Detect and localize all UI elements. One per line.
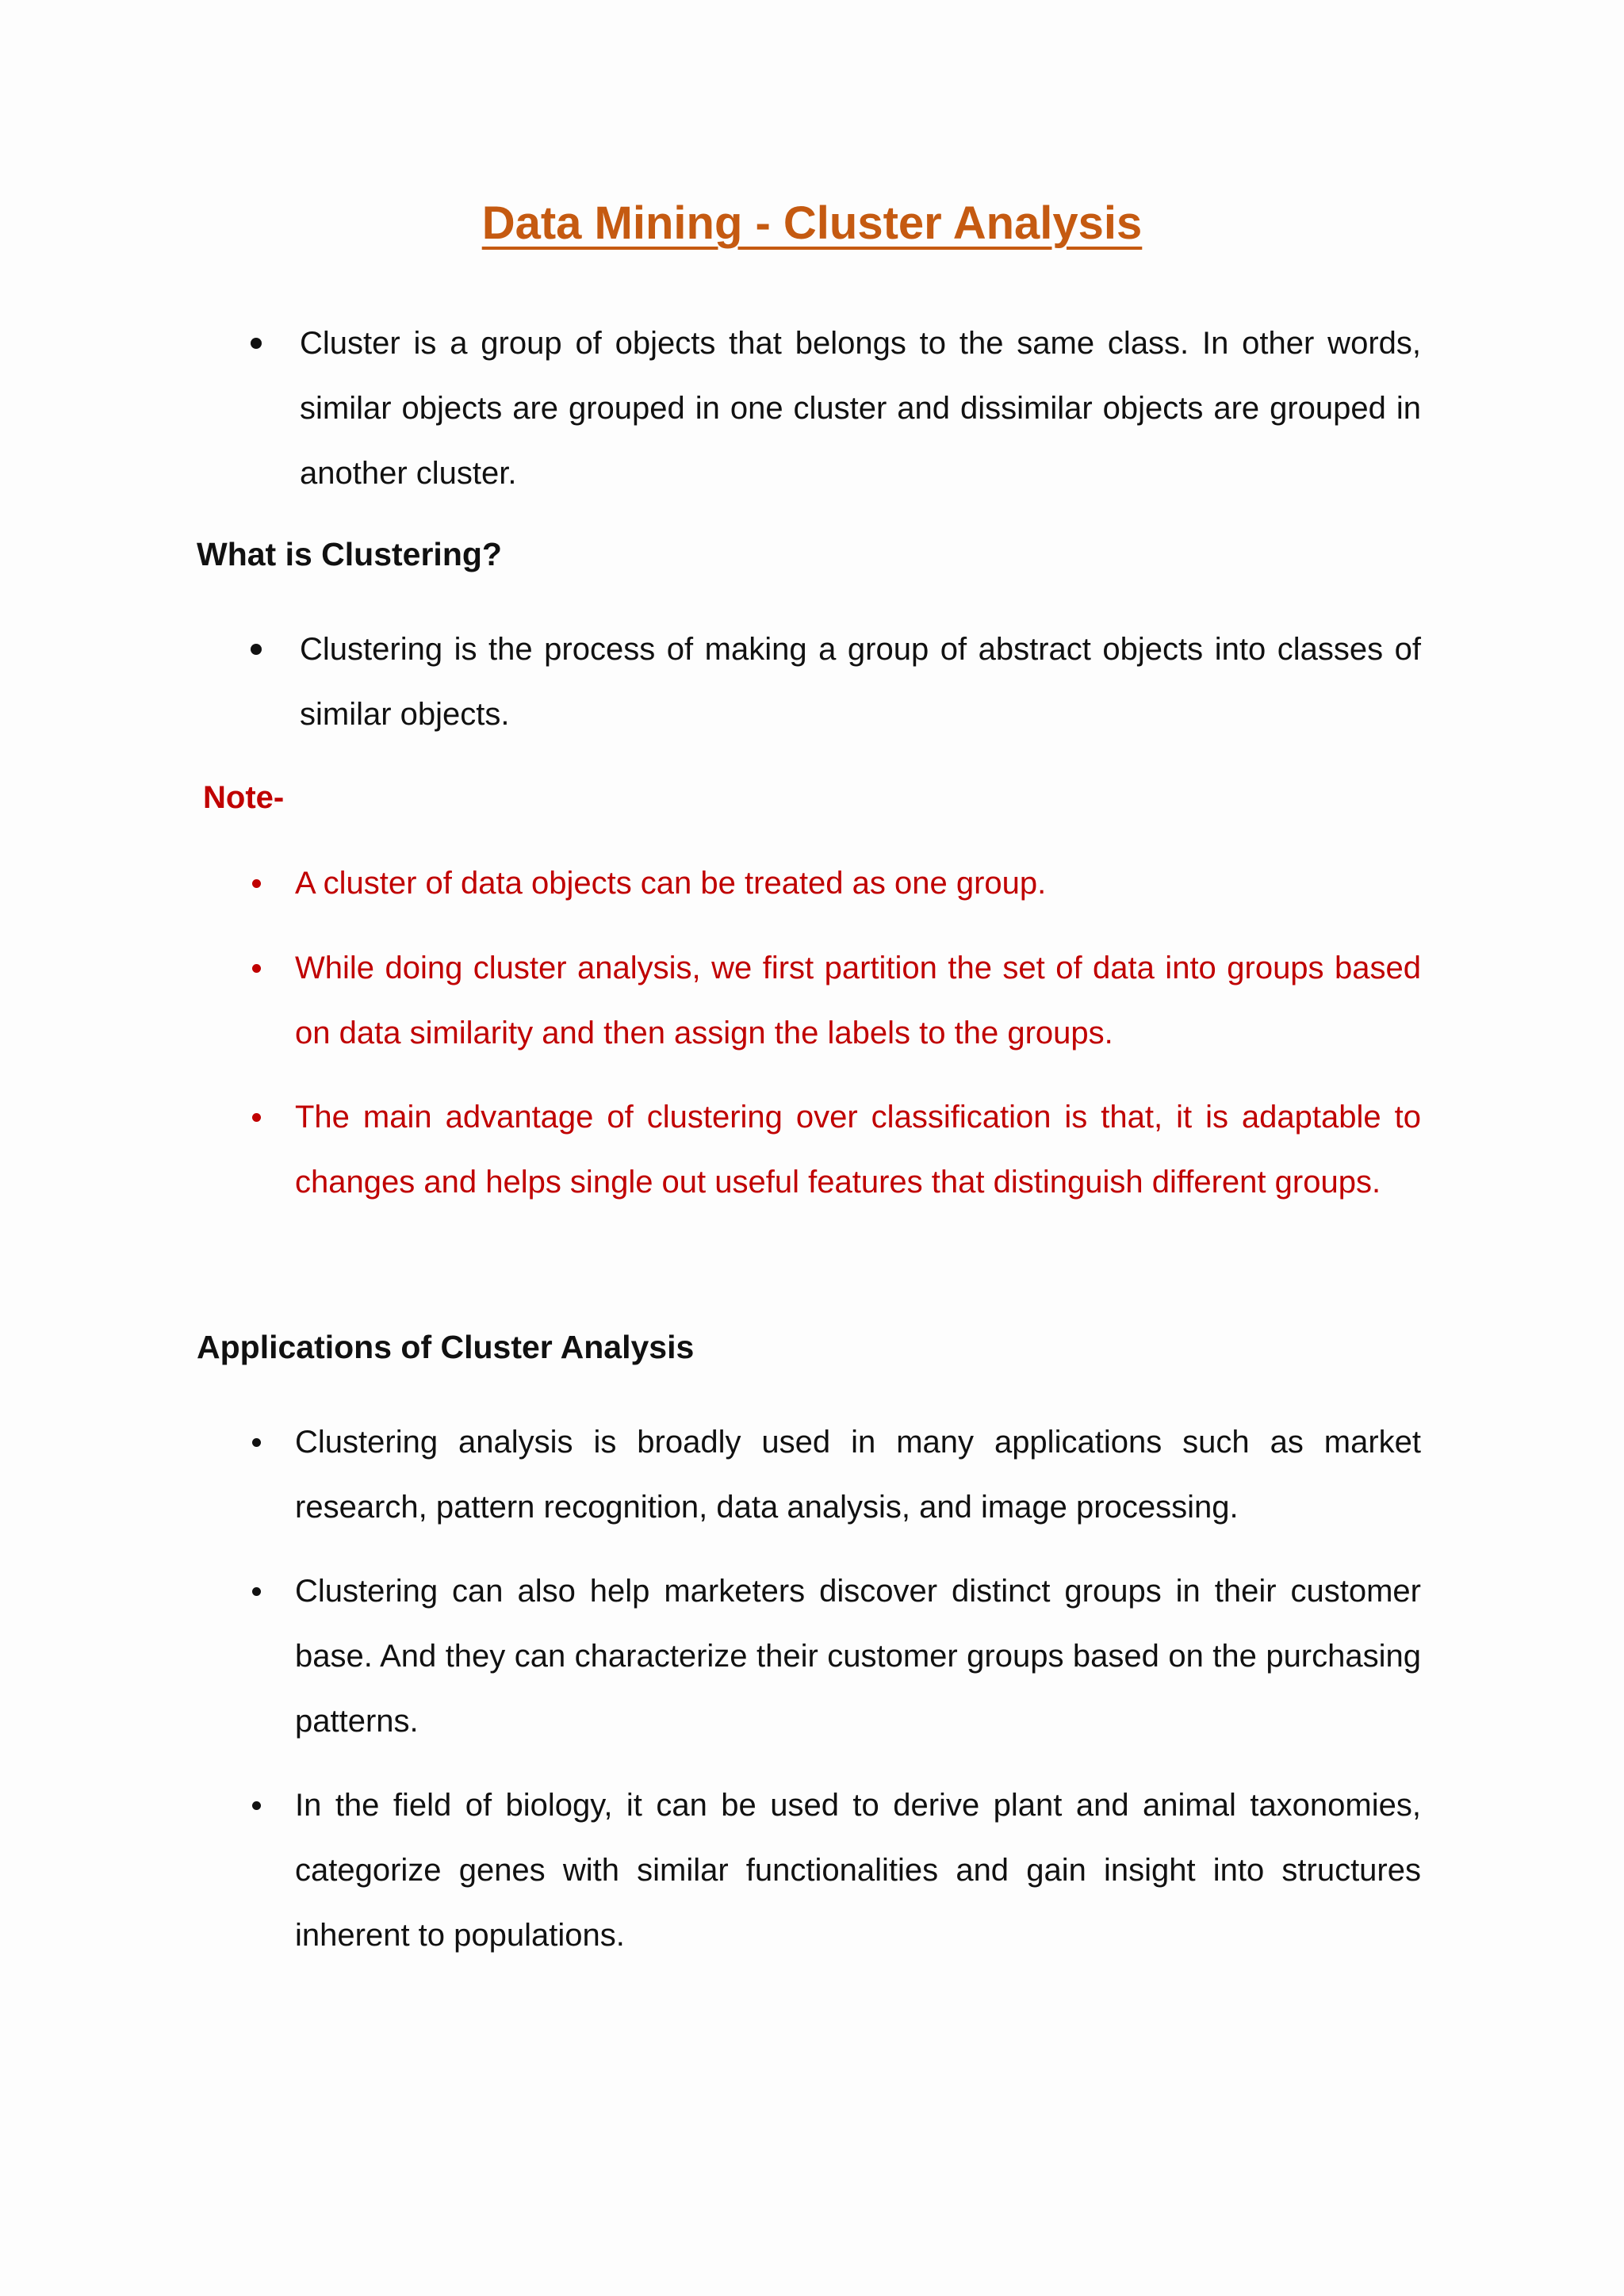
bullet-icon [251, 851, 270, 870]
bullet-icon [251, 1410, 270, 1429]
section-heading-what-is-clustering: What is Clustering? [197, 536, 502, 572]
note-item-text: The main advantage of clustering over classification is that, it is adaptable to changes and helps single out useful features that distinguish different groups. [295, 1100, 1421, 1200]
note-item-text: A cluster of data objects can be treated as one group. [295, 866, 1047, 901]
list-item-text: In the field of biology, it can be used to derive plant and animal taxonomies, categorize genes with similar functionalities and gain insight into structures inherent to populations. [295, 1788, 1421, 1953]
section-heading-applications: Applications of Cluster Analysis [197, 1329, 695, 1365]
bullet-icon [251, 617, 270, 636]
bullet-icon [251, 1559, 270, 1578]
list-item-text: Clustering can also help marketers discover distinct groups in their customer base. And they can characterize their customer groups based on the purchasing patterns. [295, 1574, 1421, 1739]
note-heading: Note- [203, 780, 285, 815]
bullet-icon [251, 936, 270, 955]
list-item-text: Cluster is a group of objects that belongs to the same class. In other words, similar objects are grouped in one cluster and dissimilar objects are grouped in another cluster. [300, 326, 1421, 491]
bullet-icon [251, 1773, 270, 1792]
list-item-text: Clustering is the process of making a group of abstract objects into classes of similar objects. [300, 632, 1421, 732]
bullet-icon [251, 311, 270, 330]
note-item-text: While doing cluster analysis, we first partition the set of data into groups based on data similarity and then assign the labels to the groups. [295, 951, 1421, 1050]
bullet-icon [251, 1085, 270, 1104]
page-title: Data Mining - Cluster Analysis [481, 197, 1143, 249]
list-item-text: Clustering analysis is broadly used in many applications such as market research, pattern recognition, data analysis, and image processing. [295, 1425, 1421, 1525]
